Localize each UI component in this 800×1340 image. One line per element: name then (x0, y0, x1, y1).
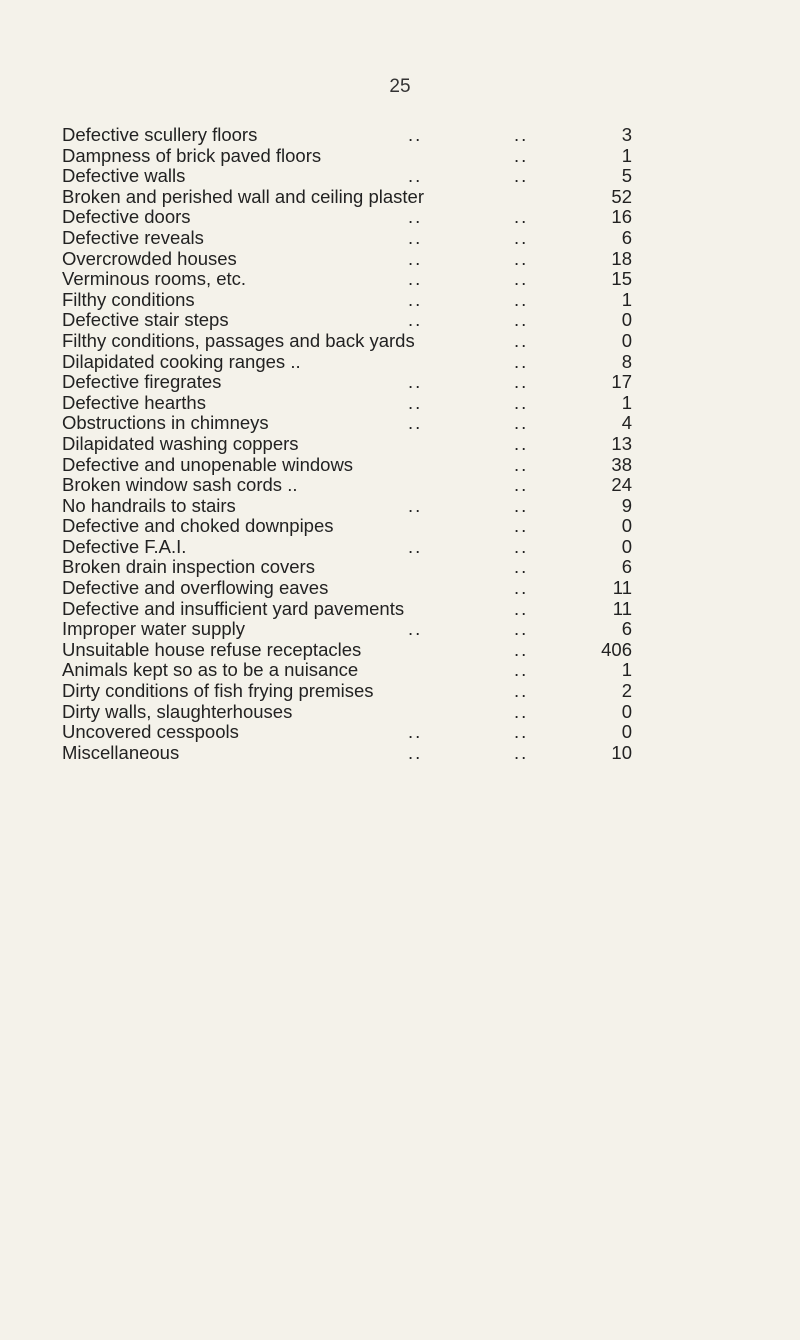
table-row (62, 598, 632, 619)
leader-dots: .. (514, 680, 529, 702)
row-value: 13 (611, 432, 632, 454)
table-row (62, 556, 632, 577)
table-row (62, 515, 632, 536)
leader-dots: .. (514, 618, 529, 640)
table-row (62, 577, 632, 598)
row-value: 10 (611, 741, 632, 763)
leader-dots: .. (514, 124, 529, 145)
row-value: 0 (621, 329, 632, 351)
row-label: Dirty walls, slaughterhouses (62, 700, 293, 722)
leader-dots: .. (514, 309, 529, 331)
leader-dots: .. (408, 371, 423, 393)
leader-dots: .. (408, 535, 423, 557)
leader-dots: .. (514, 391, 529, 413)
leader-dots: .. (514, 412, 529, 434)
row-value: 1 (621, 288, 632, 310)
leader-dots: .. (408, 247, 423, 269)
table-row (62, 433, 632, 454)
row-value: 0 (621, 309, 632, 331)
row-value: 52 (611, 185, 632, 207)
leader-dots: .. (408, 124, 423, 145)
leader-dots: .. (408, 741, 423, 763)
row-value: 11 (612, 577, 632, 599)
row-label: Broken window sash cords .. (62, 474, 298, 496)
row-label: Dirty conditions of fish frying premises (62, 680, 374, 702)
leader-dots: .. (514, 329, 529, 351)
row-value: 11 (612, 597, 632, 619)
table-row (62, 454, 632, 475)
leader-dots: .. (408, 391, 423, 413)
leader-dots: .. (514, 535, 529, 557)
row-value: 6 (621, 618, 632, 640)
leader-dots: .. (514, 247, 529, 269)
leader-dots: .. (408, 206, 423, 228)
table-row (62, 742, 632, 763)
row-label: Defective firegrates (62, 371, 222, 393)
row-label: Animals kept so as to be a nuisance (62, 659, 359, 681)
row-value: 1 (621, 391, 632, 413)
defects-table (62, 124, 632, 762)
row-label: Filthy conditions (62, 288, 195, 310)
row-label: Improper water supply (62, 618, 246, 640)
row-label: Miscellaneous (62, 741, 180, 763)
page-number: 25 (389, 76, 411, 97)
leader-dots: .. (514, 268, 529, 290)
row-label: Defective F.A.I. (62, 535, 187, 557)
leader-dots: .. (514, 700, 529, 722)
leader-dots: .. (514, 659, 529, 681)
leader-dots: .. (408, 268, 423, 290)
table-row (62, 701, 632, 722)
row-value: 15 (611, 268, 632, 290)
leader-dots: .. (408, 412, 423, 434)
leader-dots: .. (408, 618, 423, 640)
table-row (62, 227, 632, 248)
table-row (62, 680, 632, 701)
table-row (62, 124, 632, 145)
row-label: Obstructions in chimneys (62, 412, 269, 434)
table-row (62, 330, 632, 351)
row-value: 4 (621, 412, 632, 434)
row-label: Unsuitable house refuse receptacles (62, 638, 362, 660)
row-label: Defective and overflowing eaves (62, 577, 329, 599)
table-row (62, 289, 632, 310)
table-row (62, 371, 632, 392)
row-label: No handrails to stairs (62, 494, 236, 516)
row-label: Defective and unopenable windows (62, 453, 354, 475)
row-value: 0 (621, 700, 632, 722)
row-label: Defective and choked downpipes (62, 515, 334, 537)
leader-dots: .. (408, 494, 423, 516)
leader-dots: .. (514, 350, 529, 372)
row-label: Defective hearths (62, 391, 206, 413)
leader-dots: .. (514, 741, 529, 763)
row-label: Dampness of brick paved floors (62, 144, 322, 166)
row-label: Uncovered cesspools (62, 721, 239, 743)
row-value: 1 (621, 144, 632, 166)
leader-dots: .. (408, 226, 423, 248)
row-label: Dilapidated cooking ranges .. (62, 350, 301, 372)
row-value: 24 (611, 474, 632, 496)
row-value: 0 (621, 721, 632, 743)
row-label: Defective and insufficient yard pavements (62, 597, 405, 619)
leader-dots: .. (408, 309, 423, 331)
row-value: 1 (621, 659, 632, 681)
leader-dots: .. (514, 494, 529, 516)
row-label: Defective reveals (62, 226, 204, 248)
row-value: 2 (621, 680, 632, 702)
leader-dots: .. (514, 577, 529, 599)
row-label: Broken drain inspection covers (62, 556, 315, 578)
row-label: Defective doors (62, 206, 191, 228)
table-row (62, 618, 632, 639)
row-label: Defective walls (62, 165, 186, 187)
table-row (62, 639, 632, 660)
table-row (62, 495, 632, 516)
table-row (62, 186, 632, 207)
leader-dots: .. (514, 721, 529, 743)
row-value: 6 (621, 556, 632, 578)
leader-dots: .. (408, 165, 423, 187)
row-value: 5 (621, 165, 632, 187)
leader-dots: .. (408, 288, 423, 310)
row-label: Defective scullery floors (62, 124, 258, 145)
leader-dots: .. (514, 474, 529, 496)
row-value: 38 (611, 453, 632, 475)
leader-dots: .. (514, 165, 529, 187)
row-value: 18 (611, 247, 632, 269)
table-row (62, 536, 632, 557)
leader-dots: .. (514, 556, 529, 578)
leader-dots: .. (408, 721, 423, 743)
table-row (62, 248, 632, 269)
row-value: 17 (611, 371, 632, 393)
table-row (62, 412, 632, 433)
table-row (62, 392, 632, 413)
leader-dots: .. (514, 638, 529, 660)
table-row (62, 659, 632, 680)
leader-dots: .. (514, 515, 529, 537)
table-row (62, 721, 632, 742)
row-value: 0 (621, 515, 632, 537)
row-label: Broken and perished wall and ceiling plaster (62, 185, 424, 207)
leader-dots: .. (514, 206, 529, 228)
table-row (62, 145, 632, 166)
table-row (62, 165, 632, 186)
leader-dots: .. (514, 453, 529, 475)
row-label: Overcrowded houses (62, 247, 237, 269)
row-value: 8 (621, 350, 632, 372)
row-value: 6 (621, 226, 632, 248)
leader-dots: .. (514, 288, 529, 310)
table-row (62, 309, 632, 330)
leader-dots: .. (514, 144, 529, 166)
row-value: 16 (611, 206, 632, 228)
leader-dots: .. (514, 597, 529, 619)
table-row (62, 351, 632, 372)
row-value: 406 (601, 638, 632, 660)
row-label: Verminous rooms, etc. (62, 268, 247, 290)
table-row (62, 206, 632, 227)
row-label: Filthy conditions, passages and back yards (62, 329, 415, 351)
row-label: Dilapidated washing coppers (62, 432, 299, 454)
row-value: 3 (621, 124, 632, 145)
row-value: 9 (621, 494, 632, 516)
leader-dots: .. (514, 432, 529, 454)
leader-dots: .. (514, 226, 529, 248)
leader-dots: .. (514, 371, 529, 393)
row-label: Defective stair steps (62, 309, 229, 331)
table-row (62, 474, 632, 495)
table-row (62, 268, 632, 289)
row-value: 0 (621, 535, 632, 557)
